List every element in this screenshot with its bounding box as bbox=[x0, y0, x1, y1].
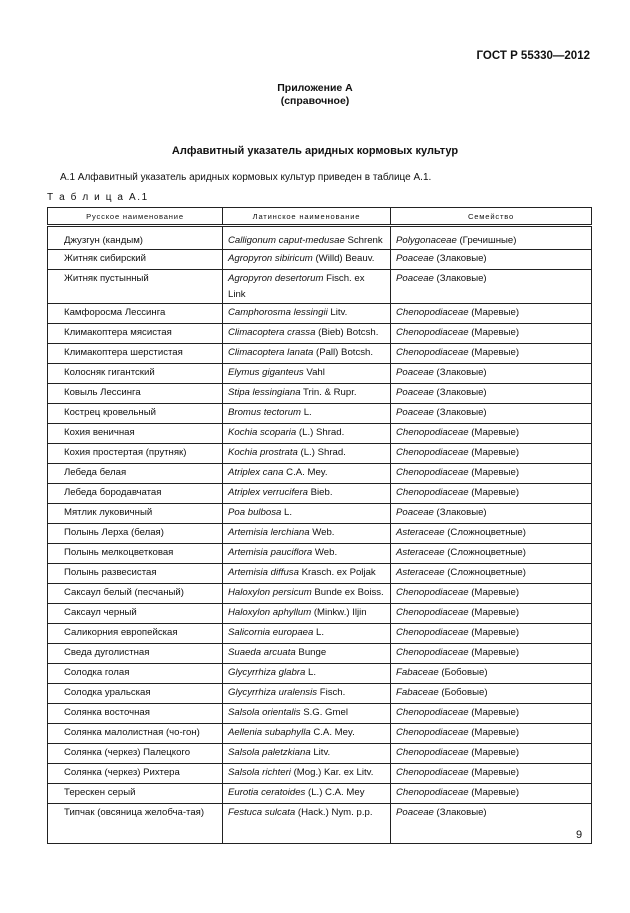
table-caption: Т а б л и ц а А.1 bbox=[47, 192, 149, 203]
russian-name-text: Солянка восточная bbox=[64, 707, 150, 718]
latin-name-italic: Climacoptera lanata bbox=[228, 347, 314, 358]
russian-name-text: Полынь Лерха (белая) bbox=[64, 527, 164, 538]
family-italic: Poaceae bbox=[396, 253, 434, 264]
family-text: (Бобовые) bbox=[438, 667, 488, 678]
family bbox=[391, 404, 592, 424]
table-row bbox=[48, 664, 592, 684]
family-italic: Polygonaceae bbox=[396, 235, 457, 246]
family-text: (Маревые) bbox=[468, 587, 520, 598]
latin-name bbox=[223, 644, 391, 664]
latin-name-text: Web. bbox=[312, 547, 338, 558]
family-italic: Asteraceae bbox=[396, 547, 445, 558]
table-row bbox=[48, 504, 592, 524]
latin-name bbox=[223, 804, 391, 844]
latin-name-italic: Kochia prostrata bbox=[228, 447, 298, 458]
russian-name-text: Кохия веничная bbox=[64, 427, 135, 438]
section-heading: Алфавитный указатель аридных кормовых культур bbox=[171, 145, 459, 157]
russian-name-text: Джузгун (кандым) bbox=[64, 235, 143, 246]
russian-name bbox=[48, 604, 223, 624]
family-text: (Злаковые) bbox=[433, 507, 487, 518]
latin-name-text: L. bbox=[313, 627, 325, 638]
russian-name bbox=[48, 484, 223, 504]
russian-name-text: Полынь мелкоцветковая bbox=[64, 547, 174, 558]
russian-name-text: Саксаул черный bbox=[64, 607, 137, 618]
family bbox=[391, 784, 592, 804]
latin-name bbox=[223, 304, 391, 324]
table-row bbox=[48, 484, 592, 504]
russian-name bbox=[48, 744, 223, 764]
family-text: (Злаковые) bbox=[433, 367, 487, 378]
family-text: (Маревые) bbox=[468, 727, 520, 738]
family-italic: Poaceae bbox=[396, 367, 434, 378]
family-italic: Chenopodiaceae bbox=[396, 727, 469, 738]
family bbox=[391, 484, 592, 504]
table-row bbox=[48, 544, 592, 564]
russian-name bbox=[48, 250, 223, 270]
appendix-label: Приложение А bbox=[277, 82, 353, 94]
latin-name-italic: Agropyron sibiricum bbox=[228, 253, 313, 264]
family-italic: Poaceae bbox=[396, 407, 434, 418]
table-row bbox=[48, 444, 592, 464]
family bbox=[391, 304, 592, 324]
russian-name-text: Кохия простертая (прутняк) bbox=[64, 447, 187, 458]
latin-name-italic: Camphorosma lessingii bbox=[228, 307, 328, 318]
table-row bbox=[48, 624, 592, 644]
family bbox=[391, 744, 592, 764]
latin-name-italic: Salsola paletzkiana bbox=[228, 747, 311, 758]
family-italic: Asteraceae bbox=[396, 527, 445, 538]
table-row bbox=[48, 584, 592, 604]
russian-name bbox=[48, 304, 223, 324]
russian-name bbox=[48, 684, 223, 704]
table-row bbox=[48, 226, 592, 250]
table-row bbox=[48, 344, 592, 364]
family bbox=[391, 384, 592, 404]
latin-name-text: Bunge bbox=[295, 647, 327, 658]
family-text: (Маревые) bbox=[468, 627, 520, 638]
appendix-title bbox=[0, 82, 630, 108]
latin-name-italic: Stipa lessingiana bbox=[228, 387, 301, 398]
latin-name-italic: Haloxylon persicum bbox=[228, 587, 312, 598]
family-italic: Poaceae bbox=[396, 387, 434, 398]
russian-name bbox=[48, 226, 223, 250]
family bbox=[391, 270, 592, 304]
latin-name bbox=[223, 444, 391, 464]
family bbox=[391, 424, 592, 444]
latin-name-text: (L.) C.A. Mey bbox=[305, 787, 365, 798]
family bbox=[391, 804, 592, 844]
latin-name-italic: Calligonum caput-medusae bbox=[228, 235, 345, 246]
russian-name bbox=[48, 764, 223, 784]
family-text: (Маревые) bbox=[468, 787, 520, 798]
family-text: (Маревые) bbox=[468, 447, 520, 458]
latin-name-text: L. bbox=[281, 507, 293, 518]
latin-name bbox=[223, 664, 391, 684]
family-italic: Chenopodiaceae bbox=[396, 347, 469, 358]
family-italic: Poaceae bbox=[396, 507, 434, 518]
family-italic: Chenopodiaceae bbox=[396, 427, 469, 438]
latin-name bbox=[223, 564, 391, 584]
russian-name bbox=[48, 784, 223, 804]
table-row bbox=[48, 424, 592, 444]
table-row bbox=[48, 304, 592, 324]
latin-name-italic: Artemisia diffusa bbox=[228, 567, 299, 578]
page-number: 9 bbox=[576, 829, 583, 841]
family-text: (Маревые) bbox=[468, 347, 520, 358]
russian-name-text: Саксаул белый (песчаный) bbox=[64, 587, 184, 598]
latin-name-text: (L.) Shrad. bbox=[297, 447, 346, 458]
family-text: (Сложноцветные) bbox=[444, 527, 526, 538]
family-italic: Fabaceae bbox=[396, 667, 439, 678]
latin-name-text: Bunde ex Boiss. bbox=[311, 587, 384, 598]
latin-name-text: Bieb. bbox=[307, 487, 333, 498]
table-row bbox=[48, 324, 592, 344]
russian-name-text: Терескен серый bbox=[64, 787, 136, 798]
table-row bbox=[48, 604, 592, 624]
family-italic: Chenopodiaceae bbox=[396, 447, 469, 458]
latin-name bbox=[223, 424, 391, 444]
latin-name-italic: Glycyrrhiza glabra bbox=[228, 667, 306, 678]
latin-name-italic: Poa bulbosa bbox=[228, 507, 282, 518]
latin-name-italic: Climacoptera crassa bbox=[228, 327, 316, 338]
table-row bbox=[48, 764, 592, 784]
table-row bbox=[48, 564, 592, 584]
latin-name bbox=[223, 524, 391, 544]
latin-name bbox=[223, 504, 391, 524]
latin-name bbox=[223, 684, 391, 704]
family bbox=[391, 684, 592, 704]
family-italic: Chenopodiaceae bbox=[396, 767, 469, 778]
latin-name bbox=[223, 724, 391, 744]
latin-name-italic: Salsola orientalis bbox=[228, 707, 301, 718]
family bbox=[391, 724, 592, 744]
latin-name-text: L. bbox=[301, 407, 312, 418]
russian-name-text: Солянка малолистная (чо-гон) bbox=[64, 727, 200, 738]
column-header-latin: Латинское наименование bbox=[223, 208, 391, 226]
latin-name-text: (Bieb) Botcsh. bbox=[315, 327, 379, 338]
latin-name-italic: Salsola richteri bbox=[228, 767, 291, 778]
family bbox=[391, 564, 592, 584]
russian-name-text: Полынь развесистая bbox=[64, 567, 157, 578]
russian-name bbox=[48, 424, 223, 444]
latin-name-text: Web. bbox=[309, 527, 335, 538]
family-text: (Маревые) bbox=[468, 307, 520, 318]
russian-name bbox=[48, 644, 223, 664]
russian-name bbox=[48, 544, 223, 564]
russian-name-text: Житняк сибирский bbox=[64, 253, 147, 264]
crops-table bbox=[47, 207, 592, 844]
latin-name bbox=[223, 744, 391, 764]
latin-name bbox=[223, 364, 391, 384]
latin-name-italic: Glycyrrhiza uralensis bbox=[228, 687, 318, 698]
latin-name bbox=[223, 324, 391, 344]
russian-name-text: Климакоптера мясистая bbox=[64, 327, 172, 338]
latin-name-text: Trin. & Rupr. bbox=[300, 387, 357, 398]
russian-name-text: Житняк пустынный bbox=[64, 273, 149, 284]
russian-name bbox=[48, 584, 223, 604]
family-text: (Маревые) bbox=[468, 707, 520, 718]
family bbox=[391, 584, 592, 604]
russian-name bbox=[48, 804, 223, 844]
latin-name-italic: Agropyron desertorum bbox=[228, 273, 324, 284]
family bbox=[391, 464, 592, 484]
russian-name-text: Камфоросма Лессинга bbox=[64, 307, 166, 318]
family-text: (Злаковые) bbox=[433, 807, 487, 818]
russian-name bbox=[48, 624, 223, 644]
russian-name-text: Сведа дуголистная bbox=[64, 647, 150, 658]
table-row bbox=[48, 644, 592, 664]
latin-name-text: Litv. bbox=[310, 747, 331, 758]
family-italic: Poaceae bbox=[396, 273, 434, 284]
latin-name-italic: Atriplex verrucifera bbox=[228, 487, 308, 498]
latin-name-text: Litv. bbox=[327, 307, 348, 318]
table-row bbox=[48, 804, 592, 844]
latin-name-text: (L.) Shrad. bbox=[296, 427, 345, 438]
russian-name bbox=[48, 524, 223, 544]
latin-name-text: S.G. Gmel bbox=[300, 707, 348, 718]
family bbox=[391, 644, 592, 664]
family-text: (Гречишные) bbox=[456, 235, 517, 246]
latin-name-italic: Artemisia pauciflora bbox=[228, 547, 313, 558]
latin-name-italic: Atriplex cana bbox=[228, 467, 284, 478]
latin-name-text: Vahl bbox=[303, 367, 325, 378]
family-italic: Chenopodiaceae bbox=[396, 707, 469, 718]
family-text: (Маревые) bbox=[468, 647, 520, 658]
russian-name-text: Солодка голая bbox=[64, 667, 130, 678]
russian-name bbox=[48, 504, 223, 524]
latin-name-italic: Suaeda arcuata bbox=[228, 647, 296, 658]
latin-name-text: Fisch. ex Link bbox=[228, 273, 365, 300]
family-text: (Маревые) bbox=[468, 747, 520, 758]
table-row bbox=[48, 524, 592, 544]
family-text: (Злаковые) bbox=[433, 407, 487, 418]
family bbox=[391, 324, 592, 344]
family bbox=[391, 544, 592, 564]
table-row bbox=[48, 270, 592, 304]
family bbox=[391, 504, 592, 524]
latin-name-italic: Elymus giganteus bbox=[228, 367, 304, 378]
family-italic: Fabaceae bbox=[396, 687, 439, 698]
russian-name bbox=[48, 324, 223, 344]
russian-name-text: Колосняк гигантский bbox=[64, 367, 155, 378]
family-text: (Маревые) bbox=[468, 467, 520, 478]
latin-name bbox=[223, 250, 391, 270]
family-italic: Chenopodiaceae bbox=[396, 487, 469, 498]
family-italic: Chenopodiaceae bbox=[396, 627, 469, 638]
russian-name bbox=[48, 344, 223, 364]
russian-name-text: Лебеда белая bbox=[64, 467, 127, 478]
russian-name bbox=[48, 464, 223, 484]
russian-name-text: Солодка уральская bbox=[64, 687, 151, 698]
family-italic: Chenopodiaceae bbox=[396, 607, 469, 618]
latin-name bbox=[223, 584, 391, 604]
latin-name bbox=[223, 270, 391, 304]
family bbox=[391, 604, 592, 624]
latin-name-text: (Willd) Beauv. bbox=[312, 253, 375, 264]
latin-name-italic: Festuca sulcata bbox=[228, 807, 296, 818]
family-italic: Chenopodiaceae bbox=[396, 747, 469, 758]
latin-name bbox=[223, 784, 391, 804]
latin-name-text: (Mog.) Kar. ex Litv. bbox=[290, 767, 374, 778]
family-text: (Злаковые) bbox=[433, 273, 487, 284]
column-header-family: Семейство bbox=[391, 208, 592, 226]
russian-name bbox=[48, 270, 223, 304]
latin-name-text: (Hack.) Nym. p.p. bbox=[295, 807, 373, 818]
table-row bbox=[48, 464, 592, 484]
family-italic: Chenopodiaceae bbox=[396, 587, 469, 598]
latin-name-text: Fisch. bbox=[317, 687, 346, 698]
standard-number: ГОСТ Р 55330—2012 bbox=[476, 50, 590, 62]
family-text: (Сложноцветные) bbox=[444, 567, 526, 578]
family-text: (Маревые) bbox=[468, 487, 520, 498]
table-header-row bbox=[48, 208, 592, 226]
family bbox=[391, 624, 592, 644]
latin-name bbox=[223, 344, 391, 364]
table-row bbox=[48, 364, 592, 384]
russian-name-text: Солянка (черкез) Палецкого bbox=[64, 747, 191, 758]
family-text: (Маревые) bbox=[468, 767, 520, 778]
latin-name bbox=[223, 464, 391, 484]
latin-name bbox=[223, 404, 391, 424]
russian-name bbox=[48, 404, 223, 424]
table-row bbox=[48, 384, 592, 404]
latin-name bbox=[223, 624, 391, 644]
family bbox=[391, 444, 592, 464]
russian-name bbox=[48, 664, 223, 684]
latin-name-text: (Pall) Botcsh. bbox=[313, 347, 374, 358]
column-header-russian: Русское наименование bbox=[48, 208, 223, 226]
russian-name-text: Кострец кровельный bbox=[64, 407, 156, 418]
latin-name-italic: Bromus tectorum bbox=[228, 407, 302, 418]
russian-name bbox=[48, 564, 223, 584]
latin-name bbox=[223, 226, 391, 250]
family-italic: Chenopodiaceae bbox=[396, 307, 469, 318]
family bbox=[391, 226, 592, 250]
family-italic: Asteraceae bbox=[396, 567, 445, 578]
family-italic: Poaceae bbox=[396, 807, 434, 818]
table-row bbox=[48, 704, 592, 724]
family-italic: Chenopodiaceae bbox=[396, 327, 469, 338]
latin-name-text: C.A. Mey. bbox=[283, 467, 328, 478]
russian-name-text: Солянка (черкез) Рихтера bbox=[64, 767, 180, 778]
latin-name bbox=[223, 484, 391, 504]
family bbox=[391, 250, 592, 270]
table-row bbox=[48, 250, 592, 270]
family bbox=[391, 364, 592, 384]
latin-name-text: (Minkw.) Iljin bbox=[311, 607, 367, 618]
latin-name bbox=[223, 544, 391, 564]
russian-name bbox=[48, 704, 223, 724]
family bbox=[391, 764, 592, 784]
russian-name-text: Саликорния европейская bbox=[64, 627, 178, 638]
family-text: (Маревые) bbox=[468, 607, 520, 618]
table-row bbox=[48, 404, 592, 424]
family-text: (Маревые) bbox=[468, 327, 520, 338]
latin-name-text: L. bbox=[305, 667, 316, 678]
russian-name bbox=[48, 724, 223, 744]
family bbox=[391, 704, 592, 724]
latin-name-italic: Eurotia ceratoides bbox=[228, 787, 306, 798]
latin-name-italic: Aellenia subaphylla bbox=[228, 727, 311, 738]
latin-name-text: Schrenk bbox=[344, 235, 383, 246]
table-row bbox=[48, 784, 592, 804]
family-text: (Сложноцветные) bbox=[444, 547, 526, 558]
russian-name-text: Ковыль Лессинга bbox=[64, 387, 141, 398]
family-italic: Chenopodiaceae bbox=[396, 787, 469, 798]
latin-name bbox=[223, 704, 391, 724]
russian-name-text: Мятлик луковичный bbox=[64, 507, 153, 518]
latin-name-italic: Artemisia lerchiana bbox=[228, 527, 310, 538]
latin-name-text: Krasch. ex Poljak bbox=[298, 567, 376, 578]
family bbox=[391, 344, 592, 364]
family bbox=[391, 524, 592, 544]
family-italic: Chenopodiaceae bbox=[396, 467, 469, 478]
intro-paragraph: А.1 Алфавитный указатель аридных кормовых культур приведен в таблице А.1. bbox=[60, 172, 432, 183]
latin-name-italic: Salicornia europaea bbox=[228, 627, 314, 638]
family-text: (Маревые) bbox=[468, 427, 520, 438]
family-italic: Chenopodiaceae bbox=[396, 647, 469, 658]
latin-name bbox=[223, 384, 391, 404]
latin-name-italic: Haloxylon aphyllum bbox=[228, 607, 312, 618]
russian-name-text: Типчак (овсяница желобча-тая) bbox=[64, 807, 205, 818]
russian-name bbox=[48, 364, 223, 384]
family-text: (Бобовые) bbox=[438, 687, 488, 698]
latin-name-italic: Kochia scoparia bbox=[228, 427, 297, 438]
latin-name bbox=[223, 604, 391, 624]
family-text: (Злаковые) bbox=[433, 253, 487, 264]
appendix-subtitle: (справочное) bbox=[280, 95, 350, 107]
russian-name bbox=[48, 444, 223, 464]
family bbox=[391, 664, 592, 684]
russian-name-text: Климакоптера шерстистая bbox=[64, 347, 183, 358]
latin-name bbox=[223, 764, 391, 784]
family-text: (Злаковые) bbox=[433, 387, 487, 398]
russian-name-text: Лебеда бородавчатая bbox=[64, 487, 162, 498]
russian-name bbox=[48, 384, 223, 404]
table-row bbox=[48, 684, 592, 704]
table-row bbox=[48, 724, 592, 744]
latin-name-text: C.A. Mey. bbox=[310, 727, 355, 738]
table-row bbox=[48, 744, 592, 764]
